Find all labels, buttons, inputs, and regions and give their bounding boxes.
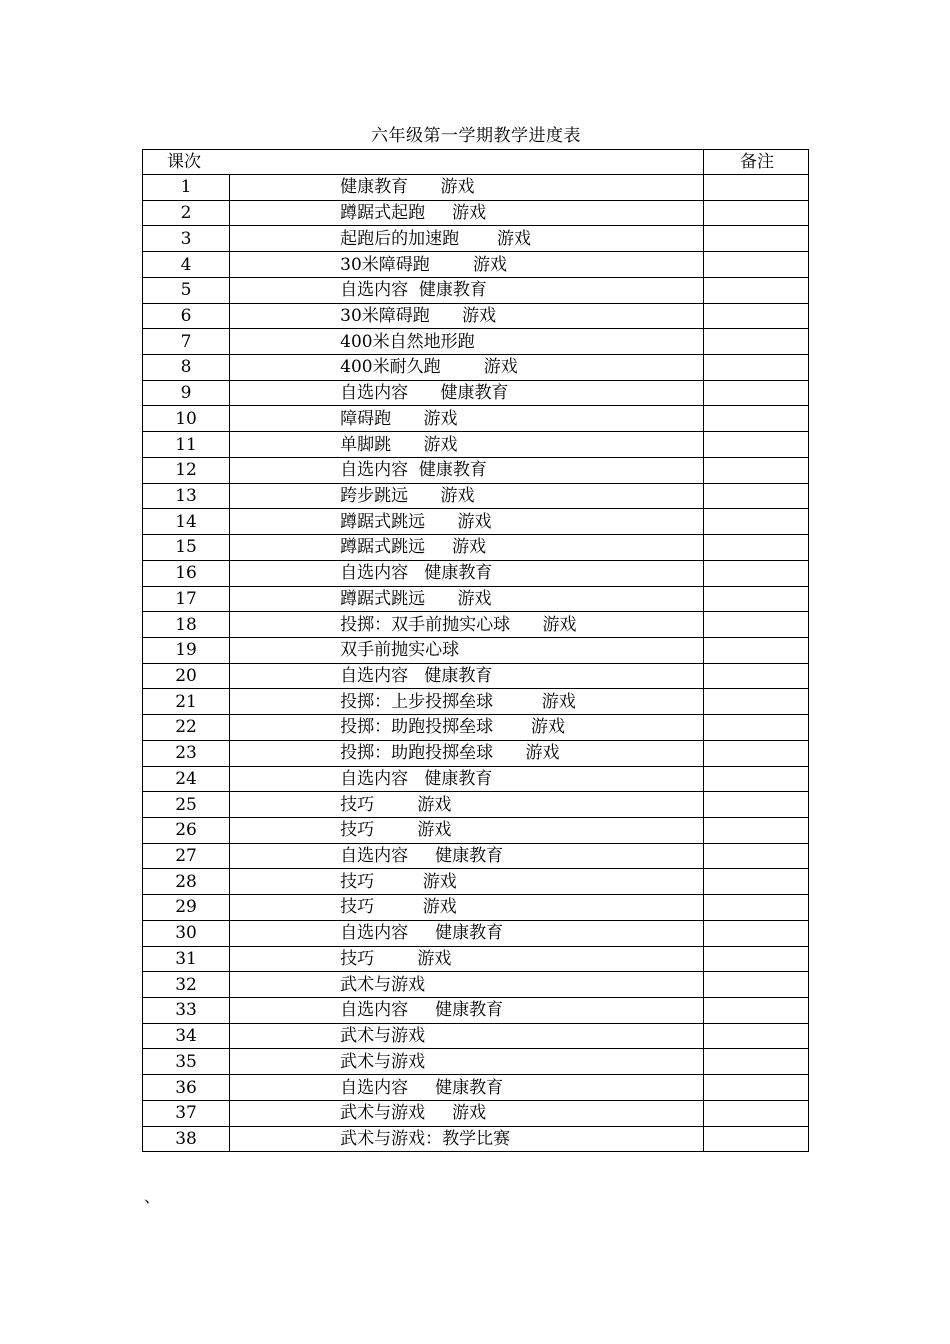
schedule-table (142, 149, 809, 1152)
lesson-number-cell: 4 (143, 252, 230, 278)
lesson-number-cell: 35 (143, 1049, 230, 1075)
lesson-content-cell: 自选内容 健康教育 (230, 998, 704, 1024)
remarks-cell (703, 663, 808, 689)
table-row (143, 380, 809, 406)
lesson-content-cell: 单脚跳 游戏 (230, 432, 704, 458)
lesson-content-cell: 30米障碍跑 游戏 (230, 303, 704, 329)
remarks-cell (703, 509, 808, 535)
remarks-cell (703, 946, 808, 972)
lesson-number-cell: 23 (143, 740, 230, 766)
lesson-number-cell: 12 (143, 457, 230, 483)
remarks-cell (703, 252, 808, 278)
table-row (143, 972, 809, 998)
remarks-cell (703, 843, 808, 869)
lesson-number-cell: 28 (143, 869, 230, 895)
lesson-content-cell: 自选内容 健康教育 (230, 380, 704, 406)
lesson-number-cell: 20 (143, 663, 230, 689)
lesson-number-cell: 6 (143, 303, 230, 329)
lesson-content-cell: 投掷：助跑投掷垒球 游戏 (230, 740, 704, 766)
table-row (143, 715, 809, 741)
lesson-content-cell: 技巧 游戏 (230, 817, 704, 843)
table-row (143, 509, 809, 535)
remarks-cell (703, 406, 808, 432)
table-row (143, 1100, 809, 1126)
lesson-number-cell: 38 (143, 1126, 230, 1152)
lesson-number-cell: 31 (143, 946, 230, 972)
remarks-cell (703, 355, 808, 381)
remarks-cell (703, 586, 808, 612)
table-row (143, 560, 809, 586)
table-row (143, 612, 809, 638)
table-row (143, 637, 809, 663)
remarks-cell (703, 457, 808, 483)
lesson-content-cell: 蹲踞式起跑 游戏 (230, 200, 704, 226)
lesson-number-cell: 9 (143, 380, 230, 406)
lesson-content-cell: 武术与游戏 (230, 1049, 704, 1075)
lesson-number-cell: 24 (143, 766, 230, 792)
lesson-number-cell: 2 (143, 200, 230, 226)
lesson-number-cell: 26 (143, 817, 230, 843)
table-row (143, 175, 809, 201)
lesson-content-cell: 双手前抛实心球 (230, 637, 704, 663)
remarks-cell (703, 277, 808, 303)
lesson-content-cell: 障碍跑 游戏 (230, 406, 704, 432)
lesson-content-cell: 400米自然地形跑 (230, 329, 704, 355)
table-row (143, 252, 809, 278)
remarks-cell (703, 612, 808, 638)
table-row (143, 689, 809, 715)
remarks-cell (703, 303, 808, 329)
remarks-cell (703, 869, 808, 895)
remarks-cell (703, 766, 808, 792)
lesson-number-cell: 27 (143, 843, 230, 869)
table-row (143, 586, 809, 612)
lesson-content-cell: 投掷：上步投掷垒球 游戏 (230, 689, 704, 715)
lesson-content-cell: 自选内容 健康教育 (230, 663, 704, 689)
table-row (143, 1075, 809, 1101)
remarks-cell (703, 1023, 808, 1049)
lesson-content-cell: 蹲踞式跳远 游戏 (230, 509, 704, 535)
lesson-number-cell: 30 (143, 920, 230, 946)
remarks-cell (703, 740, 808, 766)
lesson-number-cell: 34 (143, 1023, 230, 1049)
lesson-number-cell: 8 (143, 355, 230, 381)
lesson-number-cell: 13 (143, 483, 230, 509)
table-row (143, 740, 809, 766)
remarks-cell (703, 1126, 808, 1152)
remarks-cell (703, 1075, 808, 1101)
lesson-content-cell: 武术与游戏 (230, 1023, 704, 1049)
lesson-content-cell: 跨步跳远 游戏 (230, 483, 704, 509)
document-title: 六年级第一学期教学进度表 (371, 126, 581, 146)
remarks-cell (703, 175, 808, 201)
table-row (143, 843, 809, 869)
lesson-number-cell: 21 (143, 689, 230, 715)
remarks-cell (703, 998, 808, 1024)
lesson-number-cell: 15 (143, 535, 230, 561)
lesson-content-cell: 400米耐久跑 游戏 (230, 355, 704, 381)
schedule-table-body (143, 150, 809, 1152)
lesson-number-cell: 37 (143, 1100, 230, 1126)
lesson-content-cell: 蹲踞式跳远 游戏 (230, 586, 704, 612)
table-row (143, 1126, 809, 1152)
lesson-number-cell: 3 (143, 226, 230, 252)
table-row (143, 406, 809, 432)
lesson-content-cell: 自选内容 健康教育 (230, 843, 704, 869)
header-remarks: 备注 (703, 150, 808, 175)
lesson-number-cell: 7 (143, 329, 230, 355)
lesson-content-cell: 起跑后的加速跑 游戏 (230, 226, 704, 252)
lesson-number-cell: 1 (143, 175, 230, 201)
table-row (143, 663, 809, 689)
lesson-content-cell: 自选内容 健康教育 (230, 457, 704, 483)
remarks-cell (703, 817, 808, 843)
lesson-content-cell: 武术与游戏 (230, 972, 704, 998)
lesson-content-cell: 自选内容 健康教育 (230, 766, 704, 792)
remarks-cell (703, 535, 808, 561)
table-row (143, 792, 809, 818)
table-row (143, 329, 809, 355)
remarks-cell (703, 432, 808, 458)
table-row (143, 303, 809, 329)
table-row (143, 355, 809, 381)
table-row (143, 817, 809, 843)
lesson-number-cell: 25 (143, 792, 230, 818)
table-header-row (143, 150, 809, 175)
lesson-content-cell: 武术与游戏：教学比赛 (230, 1126, 704, 1152)
lesson-content-cell: 自选内容 健康教育 (230, 1075, 704, 1101)
lesson-content-cell: 投掷：双手前抛实心球 游戏 (230, 612, 704, 638)
lesson-content-cell: 自选内容 健康教育 (230, 560, 704, 586)
table-row (143, 998, 809, 1024)
table-row (143, 432, 809, 458)
lesson-content-cell: 技巧 游戏 (230, 895, 704, 921)
lesson-number-cell: 16 (143, 560, 230, 586)
remarks-cell (703, 972, 808, 998)
table-row (143, 1049, 809, 1075)
lesson-number-cell: 32 (143, 972, 230, 998)
remarks-cell (703, 329, 808, 355)
header-lesson: 课次 (143, 150, 704, 175)
lesson-number-cell: 22 (143, 715, 230, 741)
table-row (143, 226, 809, 252)
table-row (143, 766, 809, 792)
lesson-content-cell: 自选内容 健康教育 (230, 920, 704, 946)
remarks-cell (703, 920, 808, 946)
lesson-number-cell: 36 (143, 1075, 230, 1101)
remarks-cell (703, 483, 808, 509)
stray-mark: 、 (144, 1187, 161, 1206)
remarks-cell (703, 560, 808, 586)
lesson-content-cell: 30米障碍跑 游戏 (230, 252, 704, 278)
remarks-cell (703, 895, 808, 921)
lesson-content-cell: 武术与游戏 游戏 (230, 1100, 704, 1126)
lesson-content-cell: 蹲踞式跳远 游戏 (230, 535, 704, 561)
table-row (143, 920, 809, 946)
lesson-number-cell: 5 (143, 277, 230, 303)
remarks-cell (703, 1100, 808, 1126)
lesson-number-cell: 14 (143, 509, 230, 535)
lesson-content-cell: 健康教育 游戏 (230, 175, 704, 201)
lesson-number-cell: 11 (143, 432, 230, 458)
remarks-cell (703, 226, 808, 252)
table-row (143, 277, 809, 303)
remarks-cell (703, 637, 808, 663)
table-row (143, 483, 809, 509)
lesson-content-cell: 自选内容 健康教育 (230, 277, 704, 303)
lesson-number-cell: 33 (143, 998, 230, 1024)
remarks-cell (703, 1049, 808, 1075)
lesson-number-cell: 18 (143, 612, 230, 638)
lesson-number-cell: 10 (143, 406, 230, 432)
table-row (143, 535, 809, 561)
lesson-content-cell: 技巧 游戏 (230, 792, 704, 818)
lesson-number-cell: 19 (143, 637, 230, 663)
table-row (143, 869, 809, 895)
lesson-content-cell: 技巧 游戏 (230, 869, 704, 895)
table-row (143, 457, 809, 483)
table-row (143, 200, 809, 226)
remarks-cell (703, 792, 808, 818)
table-row (143, 946, 809, 972)
lesson-number-cell: 29 (143, 895, 230, 921)
lesson-number-cell: 17 (143, 586, 230, 612)
lesson-content-cell: 投掷：助跑投掷垒球 游戏 (230, 715, 704, 741)
lesson-content-cell: 技巧 游戏 (230, 946, 704, 972)
remarks-cell (703, 380, 808, 406)
table-row (143, 1023, 809, 1049)
remarks-cell (703, 689, 808, 715)
table-row (143, 895, 809, 921)
remarks-cell (703, 715, 808, 741)
remarks-cell (703, 200, 808, 226)
